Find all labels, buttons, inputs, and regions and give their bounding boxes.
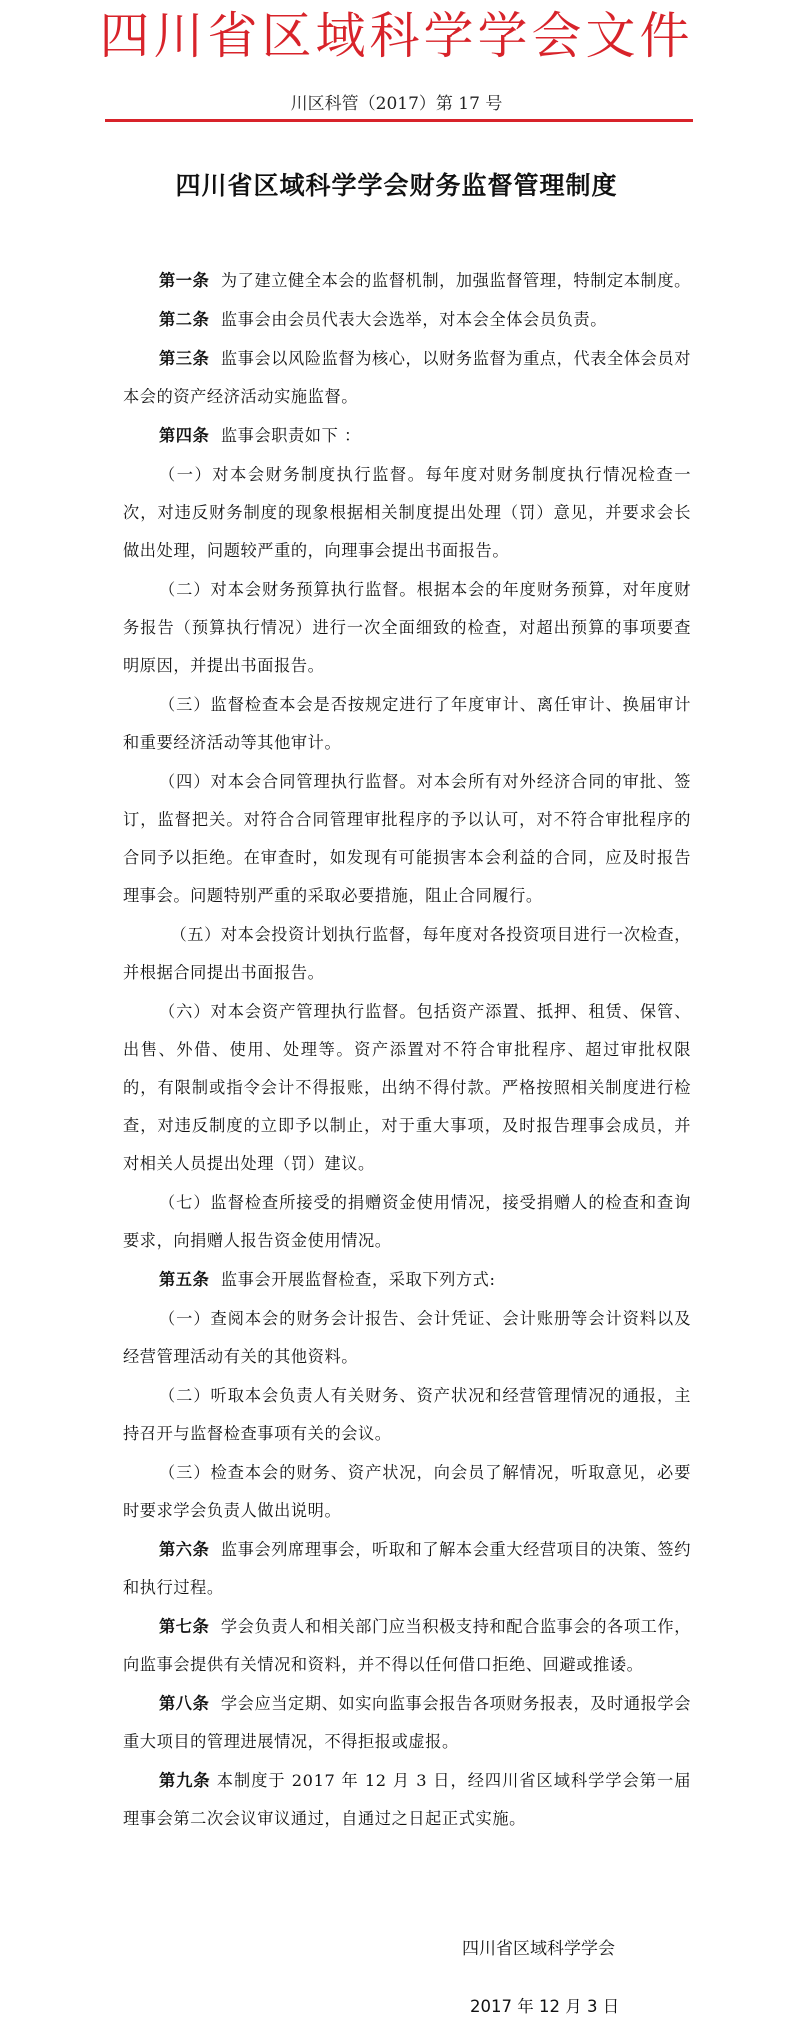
paragraph-article-7 <box>123 1608 691 1684</box>
article-label: 第四条 <box>159 426 210 445</box>
header-divider <box>105 119 693 122</box>
page-title: 四川省区域科学学会财务监督管理制度 <box>175 171 618 200</box>
article-label: 第三条 <box>159 349 210 368</box>
paragraph-text: 监事会开展监督检查，采取下列方式: <box>209 1270 496 1289</box>
paragraph-article-8 <box>123 1685 691 1761</box>
paragraph-text: 监事会由会员代表大会选举，对本会全体会员负责。 <box>209 310 607 329</box>
paragraph-text: 监事会职责如下 ： <box>209 426 361 445</box>
paragraph-article-3 <box>123 340 691 416</box>
paragraph-text: （六）对本会资产管理执行监督。包括资产添置、抵押、租赁、保管、出售、外借、使用、处理等。资产添置对不符合审批程序、超过审批权限的，有限制或指令会计不得报账，出纳不得付款。严格按照相关制度进行检查，对违反制度的立即予以制止，对于重大事项，及时报告理事会成员，并对相关人员提出处理（罚）建议。 <box>123 1002 691 1173</box>
paragraph-article-5 <box>123 1261 691 1299</box>
paragraph-item <box>123 1377 691 1453</box>
paragraph-text: 为了建立健全本会的监督机制，加强监督管理，特制定本制度。 <box>209 271 691 290</box>
paragraph-article-4 <box>123 417 691 455</box>
article-label: 第六条 <box>159 1540 210 1559</box>
paragraph-article-9 <box>123 1762 691 1838</box>
paragraph-text: （三）检查本会的财务、资产状况，向会员了解情况，听取意见，必要时要求学会负责人做出说明。 <box>123 1463 691 1520</box>
paragraph-text: （二）听取本会负责人有关财务、资产状况和经营管理情况的通报，主持召开与监督检查事项有关的会议。 <box>123 1386 691 1443</box>
article-label: 第一条 <box>159 271 210 290</box>
paragraph-text: （四）对本会合同管理执行监督。对本会所有对外经济合同的审批、签订，监督把关。对符合合同管理审批程序的予以认可，对不符合审批程序的合同予以拒绝。在审查时，如发现有可能损害本会利益的合同，应及时报告理事会。问题特别严重的采取必要措施，阻止合同履行。 <box>123 772 691 905</box>
document-number: 川区科管（2017）第 17 号 <box>290 94 503 114</box>
article-label: 第七条 <box>159 1617 210 1636</box>
paragraph-article-2 <box>123 301 691 339</box>
paragraph-text: 本制度于 2017 年 12 月 3 日，经四川省区域科学学会第一届理事会第二次会议审议通过，自通过之日起正式实施。 <box>123 1771 691 1828</box>
paragraph-text: （三）监督检查本会是否按规定进行了年度审计、离任审计、换届审计和重要经济活动等其他审计。 <box>123 695 691 752</box>
paragraph-text: （一）对本会财务制度执行监督。每年度对财务制度执行情况检查一次，对违反财务制度的现象根据相关制度提出处理（罚）意见，并要求会长做出处理，问题较严重的，向理事会提出书面报告。 <box>123 465 691 560</box>
paragraph-item <box>123 1300 691 1376</box>
paragraph-item <box>123 1454 691 1530</box>
document-body <box>123 262 691 1839</box>
paragraph-item <box>123 1184 691 1260</box>
paragraph-item <box>123 916 691 992</box>
paragraph-text: 学会应当定期、如实向监事会报告各项财务报表，及时通报学会重大项目的管理进展情况，不得拒报或虚报。 <box>123 1694 691 1751</box>
paragraph-item <box>123 571 691 685</box>
paragraph-article-6 <box>123 1531 691 1607</box>
article-label: 第八条 <box>159 1694 210 1713</box>
paragraph-item <box>123 993 691 1183</box>
article-label: 第五条 <box>159 1270 210 1289</box>
paragraph-text: （二）对本会财务预算执行监督。根据本会的年度财务预算，对年度财务报告（预算执行情况）进行一次全面细致的检查，对超出预算的事项要查明原因，并提出书面报告。 <box>123 580 691 675</box>
paragraph-text: （一）查阅本会的财务会计报告、会计凭证、会计账册等会计资料以及经营管理活动有关的其他资料。 <box>123 1309 691 1366</box>
paragraph-item <box>123 686 691 762</box>
paragraph-text: 监事会以风险监督为核心，以财务监督为重点，代表全体会员对本会的资产经济活动实施监督。 <box>123 349 691 406</box>
article-label: 第二条 <box>159 310 210 329</box>
signature-organization: 四川省区域科学学会 <box>462 1939 615 1959</box>
paragraph-text: （七）监督检查所接受的捐赠资金使用情况，接受捐赠人的检查和查询要求，向捐赠人报告资金使用情况。 <box>123 1193 691 1250</box>
paragraph-text: （五）对本会投资计划执行监督，每年度对各投资项目进行一次检查，并根据合同提出书面报告。 <box>123 925 691 982</box>
document-header-title: 四川省区域科学学会文件 <box>99 7 694 65</box>
paragraph-item <box>123 456 691 570</box>
paragraph-text: 监事会列席理事会，听取和了解本会重大经营项目的决策、签约和执行过程。 <box>123 1540 691 1597</box>
paragraph-text: 学会负责人和相关部门应当积极支持和配合监事会的各项工作，向监事会提供有关情况和资料，并不得以任何借口拒绝、回避或推诿。 <box>123 1617 691 1674</box>
paragraph-article-1 <box>123 262 691 300</box>
paragraph-item <box>123 763 691 915</box>
article-label: 第九条 <box>159 1771 211 1790</box>
signature-date: 2017 年 12 月 3 日 <box>470 1997 620 2016</box>
